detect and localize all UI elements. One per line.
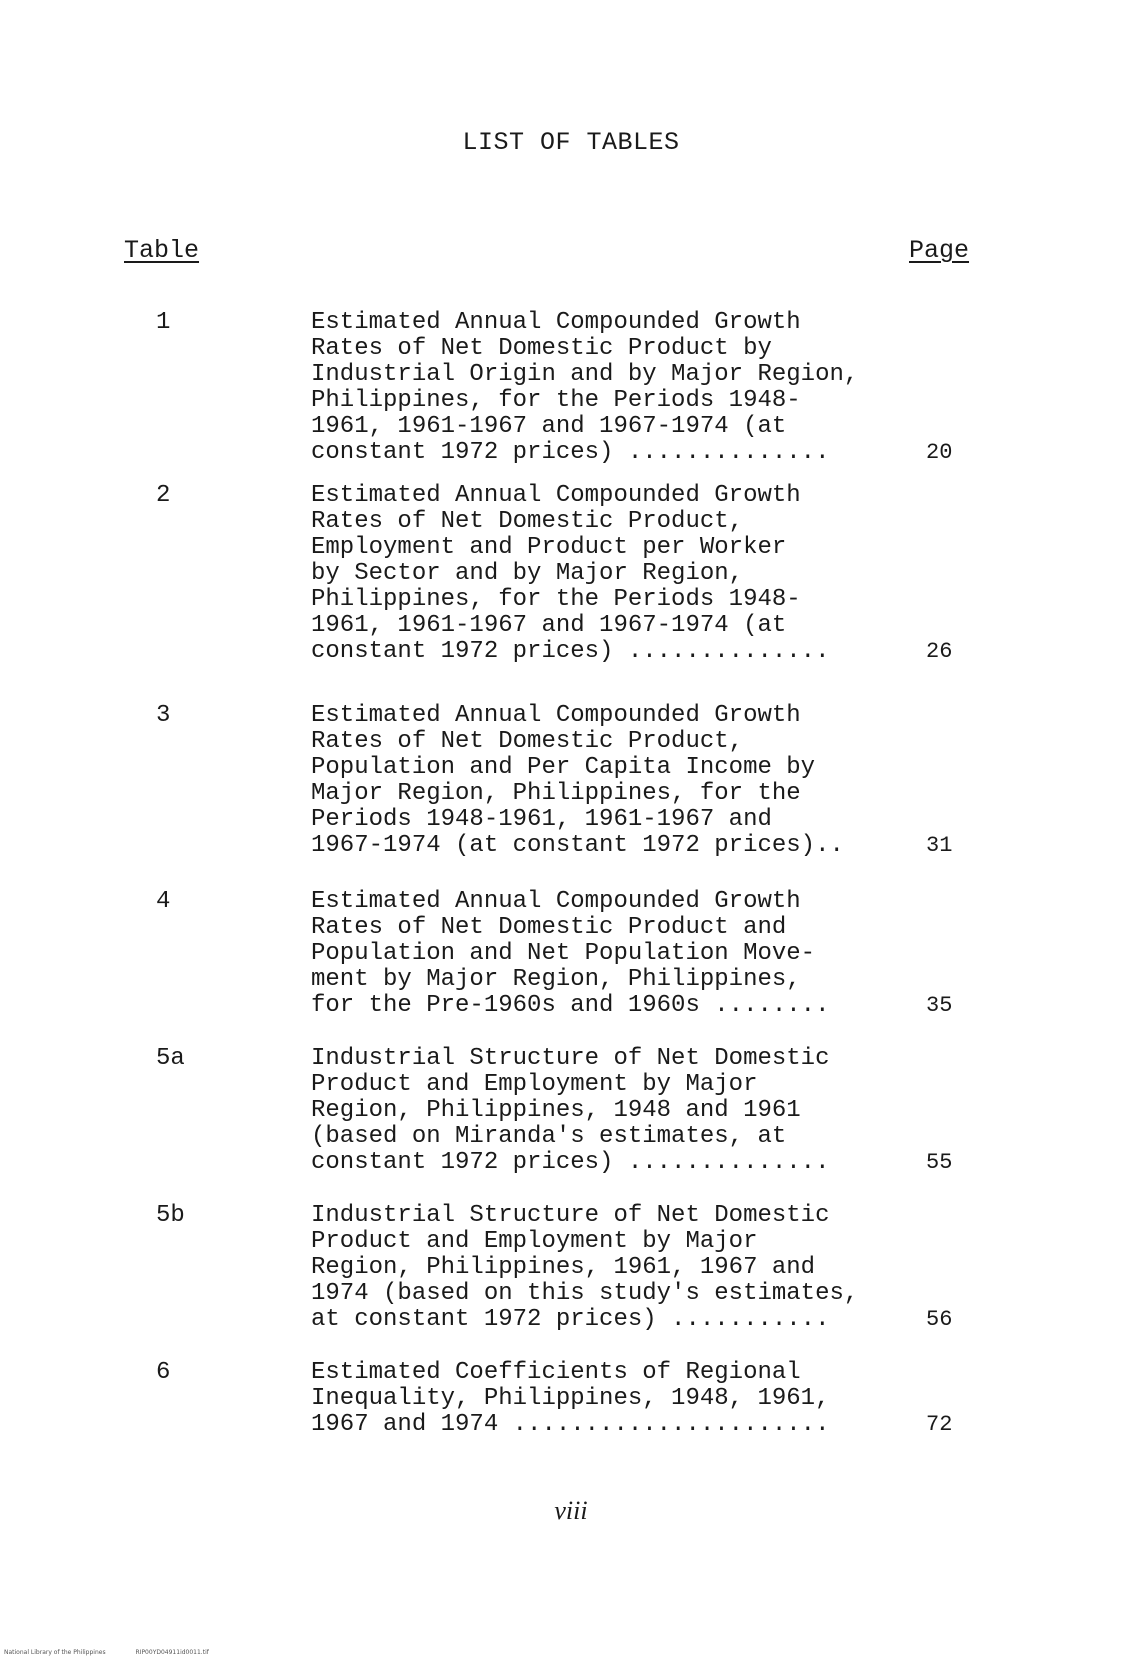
entry-page-number: 20 xyxy=(926,440,953,465)
entry-number: 5b xyxy=(156,1202,185,1229)
library-credit: National Library of the Philippines xyxy=(4,1649,106,1656)
entry-title: Estimated Annual Compounded Growth Rates of Net Domestic Product, Population and Per Capita Income by Major Region, Philippines, for the Periods 1948-1961, 1961-1967 and 1967-1974 (at constant 1972 prices).. xyxy=(311,702,844,859)
entry-title: Estimated Annual Compounded Growth Rates of Net Domestic Product and Population and Net Population Move- ment by Major Region, Philippines, for the Pre-1960s and 1960s ........ xyxy=(311,888,830,1019)
entry-number: 1 xyxy=(156,309,171,336)
entry-title: Estimated Annual Compounded Growth Rates of Net Domestic Product, Employment and Product per Worker by Sector and by Major Region, Philippines, for the Periods 1948- 1961, 1961-1967 and 1967-1974 (at constant 1972 prices) .............. xyxy=(311,482,830,665)
entry-title: Industrial Structure of Net Domestic Product and Employment by Major Region, Philippines, 1961, 1967 and 1974 (based on this study's estimates, at constant 1972 prices) ........... xyxy=(311,1202,859,1333)
page-title: LIST OF TABLES xyxy=(462,128,680,157)
entry-page-number: 31 xyxy=(926,833,953,858)
entry-number: 6 xyxy=(156,1359,171,1386)
entry-number: 2 xyxy=(156,482,171,509)
entry-page-number: 72 xyxy=(926,1412,953,1437)
scan-footer xyxy=(4,1649,237,1656)
file-id: RIP00YD04911id0011.tif xyxy=(135,1649,209,1656)
entry-title: Industrial Structure of Net Domestic Product and Employment by Major Region, Philippines, 1948 and 1961 (based on Miranda's estimates, at constant 1972 prices) .............. xyxy=(311,1045,830,1176)
entry-number: 3 xyxy=(156,702,171,729)
entry-page-number: 26 xyxy=(926,639,953,664)
entry-number: 4 xyxy=(156,888,171,915)
page-column-header: Page xyxy=(909,236,970,265)
entry-title: Estimated Annual Compounded Growth Rates of Net Domestic Product by Industrial Origin and by Major Region, Philippines, for the Periods 1948- 1961, 1961-1967 and 1967-1974 (at constant 1972 prices) .............. xyxy=(311,309,859,466)
entry-number: 5a xyxy=(156,1045,185,1072)
page-folio: viii xyxy=(554,1496,588,1525)
entry-title: Estimated Coefficients of Regional Inequality, Philippines, 1948, 1961, 1967 and 1974 ...................... xyxy=(311,1359,830,1438)
table-column-header: Table xyxy=(124,236,200,265)
entry-page-number: 56 xyxy=(926,1307,953,1332)
entry-page-number: 35 xyxy=(926,993,953,1018)
entry-page-number: 55 xyxy=(926,1150,953,1175)
